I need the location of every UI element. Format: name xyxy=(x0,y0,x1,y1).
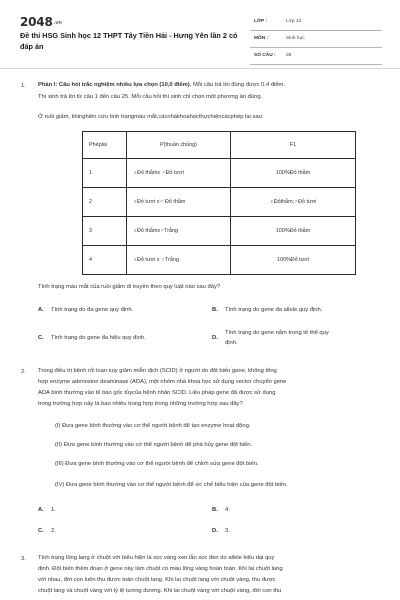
option-key: A. xyxy=(38,307,44,313)
info-label: LỚP : xyxy=(254,19,268,24)
question-stem: Ở ruồi giấm, khinghiên cứu tính trạngmàu mắt,cácnhàkhoahọcthựchiệncácphép lai sau: xyxy=(38,114,264,120)
option-key: D. xyxy=(212,528,218,534)
part-instructions: Thí sinh trả lời từ câu 1 đến câu 25. Mỗi câu hỏi thí sinh chỉ chọn một phương án đúng. xyxy=(38,94,263,100)
option-text: Tính trạng do gene đa hiệu quy định. xyxy=(51,335,146,341)
option-key: D. xyxy=(212,335,218,341)
document-title: Đề thi HSG Sinh học 12 THPT Tây Tiền Hải - Hưng Yên lần 2 có đáp án xyxy=(20,31,238,51)
option-d[interactable] xyxy=(212,527,382,537)
statement: (III) Đưa gene bình thường vào cơ thể người bệnh để chỉnh sửa gene đột biến. xyxy=(55,461,259,467)
option-b[interactable] xyxy=(212,306,382,316)
option-c[interactable] xyxy=(38,527,208,537)
question-line: trong trường hợp này là bao nhiêu trong hợp trong những trường hợp sau đây? xyxy=(38,401,243,407)
table-cell: 2 xyxy=(83,188,127,217)
option-key: C. xyxy=(38,335,44,341)
option-key: A. xyxy=(38,507,44,513)
table-cell: 1 xyxy=(83,159,127,188)
table-header-cell: F1 xyxy=(231,132,356,159)
table-cell: 100%Đỏ thẫm xyxy=(231,159,356,188)
question-line: hợp enzyme adenosine deaminase (ADA), một nhóm nhà khoa học sử dụng vector chuyển gene xyxy=(38,379,287,385)
table-cell: ♀Đỏ thẫmx ♂Đỏ tươi xyxy=(127,159,231,188)
table-cell: ♀Đỏ thẫmx♂Trắng xyxy=(127,217,231,246)
option-text: Tính trạng do gene đa allele quy định. xyxy=(225,307,323,313)
question-line: chuột lang và chuột vàng với tỷ lệ tương đương. Khi lai chuột vàng với chuột vàng, đời con thu xyxy=(38,588,282,594)
option-c[interactable] xyxy=(38,334,208,344)
info-row-subject xyxy=(250,31,382,48)
info-value: 38 xyxy=(286,53,292,58)
table-cell: 3 xyxy=(83,217,127,246)
option-key: C. xyxy=(38,528,44,534)
header-divider xyxy=(0,68,400,69)
option-text-line: Tính trạng do gene nằm trong tế thể quy xyxy=(225,330,329,336)
statement: (IV) Đưa gene bình thường vào cơ thể người bệnh để ức chế biểu hiện của gene đột biến. xyxy=(55,482,288,488)
option-text: Tính trạng do đa gene quy định. xyxy=(51,307,134,313)
table-row xyxy=(83,217,356,246)
table-header-cell: Phéplai xyxy=(83,132,127,159)
option-d[interactable] xyxy=(212,330,382,354)
question-prompt: Tính trạng màu mắt của ruồi giấm di truyền theo quy luật nào sau đây? xyxy=(38,284,221,290)
option-text: 1. xyxy=(51,507,56,513)
table-cell: 100%Đỏ tươi xyxy=(231,246,356,275)
info-value: Sinh học xyxy=(286,36,305,41)
option-b[interactable] xyxy=(212,506,382,516)
table-row xyxy=(83,188,356,217)
table-row xyxy=(83,159,356,188)
question-line: với nhau, đời con luôn thu được toàn chuột lang. Khi lai chuột lang với chuột vàng, thu được xyxy=(38,577,276,583)
site-logo[interactable]: 2048.vn xyxy=(20,15,62,29)
option-text: 3. xyxy=(225,528,230,534)
option-key: B. xyxy=(212,507,218,513)
info-row-question-count xyxy=(250,48,382,65)
info-label: MÔN : xyxy=(254,36,269,41)
page-header xyxy=(0,0,400,66)
part-heading: Phần I: Câu hỏi trắc nghiệm nhiều lựa chọn (10,0 điểm). Mỗi câu trả lời đúng được 0,4 điểm. xyxy=(38,82,285,88)
statement: (II) Đưa gene bình thường vào cơ thể người bệnh để phá hủy gene đột biến. xyxy=(55,442,253,448)
info-box xyxy=(250,14,382,65)
question-number: 2. xyxy=(21,369,26,375)
statement: (I) Đưa gene bình thường vào cơ thể người bệnh để tạo enzyme hoạt động. xyxy=(55,423,251,429)
question-number: 1. xyxy=(21,83,26,89)
option-a[interactable] xyxy=(38,306,208,316)
info-label: SỐ CÂU : xyxy=(254,53,276,58)
question-line: Trong điều trị bệnh rối loạn suy giảm miễn dịch (SCID) ở người do đột biến gene, không tổng xyxy=(38,368,277,374)
info-row-class xyxy=(250,14,382,31)
table-cell: ♀Đỏ tươi x♂ Đỏ thẫm xyxy=(127,188,231,217)
option-a[interactable] xyxy=(38,506,208,516)
table-cell: ♀Đỏthẫm;♂Đỏ tươi xyxy=(231,188,356,217)
question-number: 3. xyxy=(21,556,26,562)
table-row xyxy=(83,246,356,275)
table-header-cell: P(thuần chủng) xyxy=(127,132,231,159)
table-header-row xyxy=(83,132,356,159)
info-value: Lớp 12 xyxy=(286,19,302,24)
option-key: B. xyxy=(212,307,218,313)
question-line: ADA bình thường vào tế bào gốc tủycủa bệnh nhân SCID. Liệu pháp gene đã được sử dụng xyxy=(38,390,276,396)
question-line: định. Đột biến thêm đoạn ở gene này làm chuột có màu lông vàng hoàn toàn. Khi lai chuột lang xyxy=(38,566,283,572)
cross-table xyxy=(82,131,356,275)
table-cell: 100%Đỏ thẫm xyxy=(231,217,356,246)
option-text: 2. xyxy=(51,528,56,534)
table-cell: ♀Đỏ tươi x ♂Trắng xyxy=(127,246,231,275)
question-line: Tính trạng lông lang ở chuột với biểu hiện là sọc vàng xen lẫn sọc đen do allele kiểu dại quy xyxy=(38,555,275,561)
table-cell: 4 xyxy=(83,246,127,275)
option-text-line: định. xyxy=(225,340,238,346)
option-text: 4. xyxy=(225,507,230,513)
